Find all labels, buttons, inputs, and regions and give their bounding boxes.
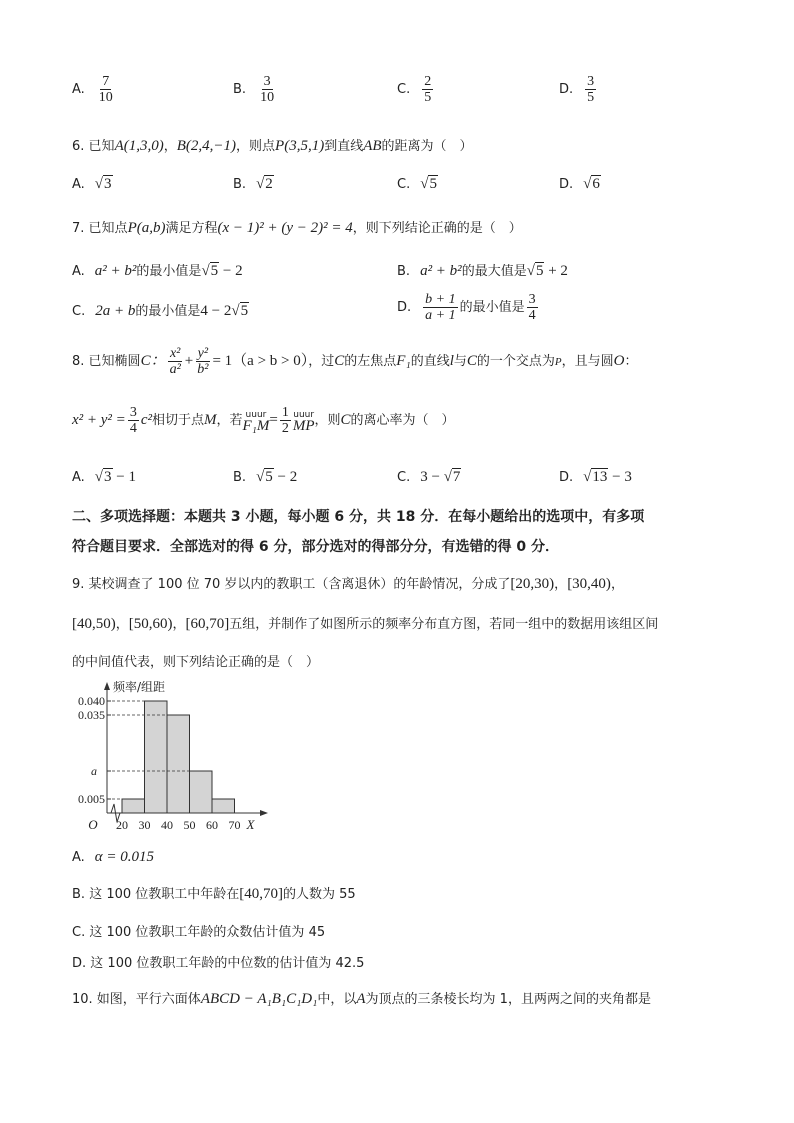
y-tick-label: a (91, 764, 97, 778)
x-tick-label: 30 (138, 818, 151, 832)
histogram-bar-50-60 (190, 771, 213, 813)
q9-option-d: D. 这 100 位教职工年龄的中位数的估计值为 42.5 (72, 956, 365, 971)
q5-option-b: B. $\frac{3}{10}$ (233, 74, 275, 105)
q8-option-b: B. √5 − 2 (233, 469, 298, 485)
q7-option-b: B. a² + b²的最大值是√5 + 2 (397, 263, 568, 279)
x-tick-label: 60 (206, 818, 218, 832)
q10-stem: 10. 如图，平行六面体ABCD − A₁B₁C₁D₁中，以A为顶点的三条棱长均为 1，且两两之间的夹角都是 (72, 991, 651, 1007)
q7-option-c: C. 2a + b的最小值是4 − 2√5 (72, 303, 249, 319)
q9-option-a: A. α = 0.015 (72, 849, 155, 865)
q9-stem-line3: 的中间值代表，则下列结论正确的是（ ） (72, 655, 320, 670)
x-axis-arrow (260, 810, 268, 816)
q9-stem-line1: 9. 某校调查了 100 位 70 岁以内的教职工（含离退休）的年龄情况，分成了[20,30)，[30,40)， (72, 576, 624, 592)
q7-option-d: D. $\frac{b + 1}{a + 1}$ 的最小值是 $\frac{3}{4}$ (397, 292, 536, 323)
frequency-histogram (70, 680, 270, 835)
y-axis-arrow (104, 682, 110, 690)
q6-option-c: C. √5 (397, 176, 437, 192)
q8-option-a: A. √3 − 1 (72, 469, 136, 485)
q6-stem: 6. 已知A(1,3,0)，B(2,4,−1)，则点P(3,5,1)到直线AB的距离为（ ） (72, 138, 473, 154)
x-tick-label: 70 (228, 818, 241, 832)
histogram-bar-40-50 (167, 715, 190, 813)
q9-stem-line2: [40,50)，[50,60)，[60,70]五组，并制作了如图所示的频率分布直方图，若同一组中的数据用该组区间 (72, 616, 659, 632)
origin-label: O (88, 817, 98, 832)
y-tick-label: 0.035 (78, 708, 105, 722)
x-tick-label: 40 (161, 818, 173, 832)
q7-stem: 7. 已知点P(a,b)满足方程(x − 1)² + (y − 2)² = 4，则下列结论正确的是（ ） (72, 220, 522, 236)
y-tick-label: 0.005 (78, 792, 105, 806)
q9-option-b: B. 这 100 位教职工中年龄在[40,70]的人数为 55 (72, 886, 356, 902)
x-tick-label: 50 (183, 818, 196, 832)
q5-option-a: A. $\frac{7}{10}$ (72, 74, 113, 105)
q6-option-a: A. √3 (72, 176, 112, 192)
q8-option-c: C. 3 − √7 (397, 469, 461, 485)
q9-option-c: C. 这 100 位教职工年龄的众数估计值为 45 (72, 925, 326, 940)
q5-option-d: D. $\frac{3}{5}$ (559, 74, 595, 105)
q6-option-b: B. √2 (233, 176, 273, 192)
histogram-bar-30-40 (145, 701, 168, 813)
section2-heading-line1: 二、多项选择题：本题共 3 小题，每小题 6 分，共 18 分．在每小题给出的选项中，有多项 (72, 509, 645, 525)
x-tick-label: 20 (116, 818, 128, 832)
q8-stem-line1: 8. 已知椭圆C： $\frac{\text{x²}}{\text{a²}}$ + $\frac{\text{y²}}{\text{b²}}$ = 1（a > b > 0），过C的左焦点F₁的直线l与C的一个交点为P，且与圆O： (72, 346, 638, 377)
y-tick-label: 0.040 (78, 694, 105, 708)
histogram-bar-20-30 (122, 799, 145, 813)
x-axis-label: X (246, 817, 255, 832)
histogram-bar-60-70 (212, 799, 235, 813)
q8-option-d: D. √13 − 3 (559, 469, 632, 485)
q5-option-c: C. $\frac{2}{5}$ (397, 74, 432, 105)
y-axis-label: 频率/组距 (113, 680, 166, 694)
q8-stem-line2: x² + y² = $\frac{3}{4}$ c²相切于点M，若 uuur F₁M = $\frac{1}{2}$ uuur MP ，则C的离心率为（ ） (72, 405, 455, 436)
q6-option-d: D. √6 (559, 176, 600, 192)
section2-heading-line2: 符合题目要求．全部选对的得 6 分，部分选对的得部分分，有选错的得 0 分． (72, 539, 559, 555)
q7-option-a: A. a² + b²的最小值是√5 − 2 (72, 263, 243, 279)
